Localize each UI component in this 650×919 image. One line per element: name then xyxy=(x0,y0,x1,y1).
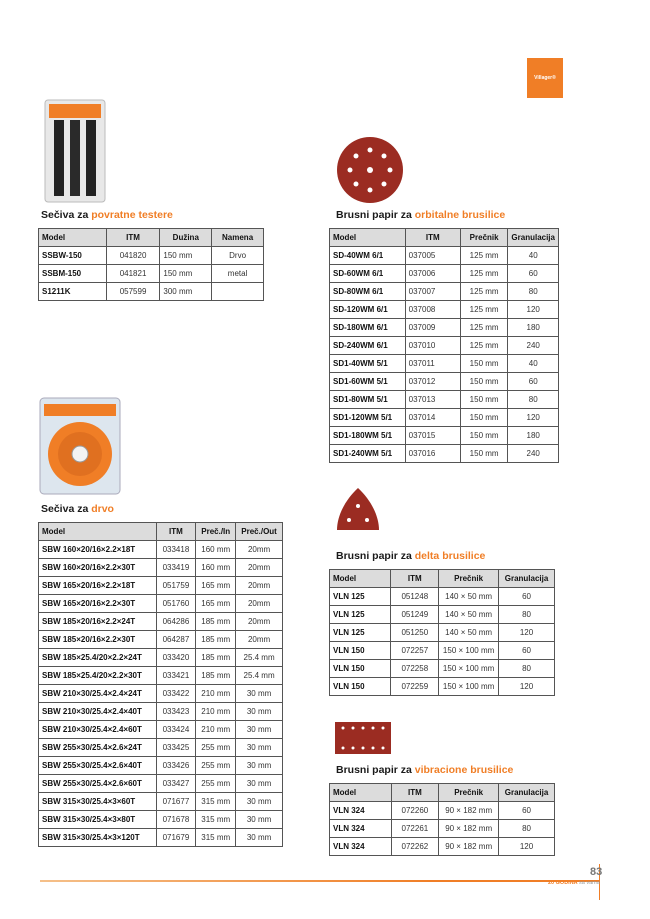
saw-blade-package-image xyxy=(40,98,110,204)
table-row xyxy=(330,391,559,409)
table-cell: 80 xyxy=(499,820,555,838)
table-cell: 033419 xyxy=(156,559,196,577)
table-cell: 160 mm xyxy=(196,541,236,559)
table-cell: 40 xyxy=(508,355,559,373)
model-cell: SBW 160×20/16×2.2×18T xyxy=(39,541,157,559)
model-cell: SD1-80WM 5/1 xyxy=(330,391,406,409)
table-row xyxy=(330,678,555,696)
table-cell: 033422 xyxy=(156,685,196,703)
table-cell: 315 mm xyxy=(196,829,236,847)
table-cell: 064287 xyxy=(156,631,196,649)
table-cell: 240 xyxy=(508,445,559,463)
column-header: Namena xyxy=(212,229,264,247)
table-cell: 20mm xyxy=(236,631,283,649)
model-cell: SBW 210×30/25.4×2.4×60T xyxy=(39,721,157,739)
table-cell: 185 mm xyxy=(196,649,236,667)
table-header-row xyxy=(39,523,283,541)
table-cell: 150 mm xyxy=(460,427,508,445)
table-cell: 150 mm xyxy=(160,265,212,283)
table-row xyxy=(39,631,283,649)
column-header: Preč./Out xyxy=(236,523,283,541)
table-cell: 120 xyxy=(499,678,555,696)
table-header-row xyxy=(330,784,555,802)
section-title-saw-blades xyxy=(41,209,173,221)
model-cell: SBW 315×30/25.4×3×80T xyxy=(39,811,157,829)
table-cell: 30 mm xyxy=(236,829,283,847)
table-row xyxy=(39,703,283,721)
table-cell: 30 mm xyxy=(236,739,283,757)
table-cell: 60 xyxy=(499,642,555,660)
table-cell: 30 mm xyxy=(236,775,283,793)
table-cell: 125 mm xyxy=(460,247,508,265)
model-cell: SBW 185×20/16×2.2×24T xyxy=(39,613,157,631)
table-cell: 160 mm xyxy=(196,559,236,577)
column-header: Model xyxy=(39,229,107,247)
column-header: ITM xyxy=(405,229,460,247)
model-cell: SD-60WM 6/1 xyxy=(330,265,406,283)
model-cell: SBW 255×30/25.4×2.6×40T xyxy=(39,757,157,775)
table-cell: 033426 xyxy=(156,757,196,775)
table-cell: 80 xyxy=(499,606,555,624)
brand-logo xyxy=(527,58,563,98)
table-cell: 072259 xyxy=(391,678,439,696)
table-row xyxy=(330,247,559,265)
table-cell: 071679 xyxy=(156,829,196,847)
table-row xyxy=(39,559,283,577)
table-cell: 240 xyxy=(508,337,559,355)
table-cell: 80 xyxy=(499,660,555,678)
table-cell: 033424 xyxy=(156,721,196,739)
table-cell: 120 xyxy=(499,838,555,856)
table-cell: 255 mm xyxy=(196,775,236,793)
model-cell: SBW 315×30/25.4×3×60T xyxy=(39,793,157,811)
table-cell: 051250 xyxy=(391,624,439,642)
page-number: 83 xyxy=(590,866,603,878)
table-cell: 150 mm xyxy=(460,391,508,409)
column-header: Prečnik xyxy=(439,784,499,802)
table-row xyxy=(330,409,559,427)
model-cell: SD1-180WM 5/1 xyxy=(330,427,406,445)
model-cell: SD1-40WM 5/1 xyxy=(330,355,406,373)
delta-table xyxy=(329,569,555,696)
title-accent: vibracione brusilice xyxy=(414,764,514,776)
table-row xyxy=(330,283,559,301)
table-row xyxy=(39,721,283,739)
title-accent: delta brusilice xyxy=(414,550,486,562)
table-row xyxy=(39,577,283,595)
table-cell: 140 × 50 mm xyxy=(439,588,499,606)
table-row xyxy=(39,775,283,793)
table-cell: 315 mm xyxy=(196,811,236,829)
model-cell: SSBM-150 xyxy=(39,265,107,283)
section-title-delta xyxy=(336,550,485,562)
table-cell: 150 × 100 mm xyxy=(439,642,499,660)
model-cell: SSBW-150 xyxy=(39,247,107,265)
table-row xyxy=(330,588,555,606)
table-row xyxy=(330,337,559,355)
table-cell: 072261 xyxy=(391,820,439,838)
table-cell: 037013 xyxy=(405,391,460,409)
table-cell xyxy=(212,283,264,301)
table-cell: 20mm xyxy=(236,595,283,613)
table-cell: 033425 xyxy=(156,739,196,757)
column-header: ITM xyxy=(391,570,439,588)
table-row xyxy=(39,283,264,301)
table-row xyxy=(330,265,559,283)
table-cell: 150 mm xyxy=(460,373,508,391)
table-cell: 80 xyxy=(508,283,559,301)
table-cell: 140 × 50 mm xyxy=(439,624,499,642)
column-header: Preč./In xyxy=(196,523,236,541)
model-cell: VLN 125 xyxy=(330,624,391,642)
title-text: Sečiva za xyxy=(41,503,92,515)
model-cell: S1211K xyxy=(39,283,107,301)
table-cell: 037015 xyxy=(405,427,460,445)
model-cell: VLN 150 xyxy=(330,678,391,696)
table-cell: 120 xyxy=(508,409,559,427)
table-cell: 30 mm xyxy=(236,811,283,829)
table-cell: 150 × 100 mm xyxy=(439,660,499,678)
table-header-row xyxy=(330,229,559,247)
model-cell: VLN 125 xyxy=(330,588,391,606)
column-header: Dužina xyxy=(160,229,212,247)
table-cell: 051248 xyxy=(391,588,439,606)
vibration-sandpaper-image xyxy=(333,718,393,758)
title-text: Brusni papir za xyxy=(336,764,415,776)
table-cell: 033423 xyxy=(156,703,196,721)
title-accent: povratne testere xyxy=(91,209,173,221)
table-cell: 180 xyxy=(508,319,559,337)
table-header-row xyxy=(330,570,555,588)
table-cell: 20mm xyxy=(236,541,283,559)
model-cell: SBW 185×20/16×2.2×30T xyxy=(39,631,157,649)
table-cell: 20mm xyxy=(236,559,283,577)
table-cell: 057599 xyxy=(106,283,160,301)
table-cell: 071677 xyxy=(156,793,196,811)
table-header-row xyxy=(39,229,264,247)
table-row xyxy=(39,265,264,283)
table-cell: 072258 xyxy=(391,660,439,678)
table-cell: 037016 xyxy=(405,445,460,463)
table-cell: 185 mm xyxy=(196,613,236,631)
table-cell: 30 mm xyxy=(236,757,283,775)
footer-line xyxy=(40,880,600,882)
table-cell: 051759 xyxy=(156,577,196,595)
circular-saw-blade-image xyxy=(38,396,122,496)
model-cell: VLN 324 xyxy=(330,838,392,856)
table-cell: 255 mm xyxy=(196,739,236,757)
model-cell: SBW 160×20/16×2.2×30T xyxy=(39,559,157,577)
table-cell: 120 xyxy=(499,624,555,642)
model-cell: VLN 150 xyxy=(330,660,391,678)
title-text: Brusni papir za xyxy=(336,550,415,562)
model-cell: SD1-240WM 5/1 xyxy=(330,445,406,463)
table-cell: 064286 xyxy=(156,613,196,631)
table-row xyxy=(330,802,555,820)
table-cell: 25.4 mm xyxy=(236,649,283,667)
table-cell: 30 mm xyxy=(236,685,283,703)
table-cell: 150 mm xyxy=(160,247,212,265)
column-header: Prečnik xyxy=(439,570,499,588)
table-cell: 60 xyxy=(508,373,559,391)
table-cell: 150 mm xyxy=(460,355,508,373)
title-text: Brusni papir za xyxy=(336,209,415,221)
table-cell: 125 mm xyxy=(460,283,508,301)
table-cell: 140 × 50 mm xyxy=(439,606,499,624)
model-cell: SBW 165×20/16×2.2×30T xyxy=(39,595,157,613)
table-cell: 071678 xyxy=(156,811,196,829)
table-cell: 40 xyxy=(508,247,559,265)
table-cell: 60 xyxy=(499,802,555,820)
table-cell: 60 xyxy=(508,265,559,283)
table-cell: 051249 xyxy=(391,606,439,624)
model-cell: VLN 150 xyxy=(330,642,391,660)
model-cell: SBW 185×25.4/20×2.2×30T xyxy=(39,667,157,685)
table-cell: 20mm xyxy=(236,577,283,595)
table-row xyxy=(39,739,283,757)
column-header: ITM xyxy=(156,523,196,541)
column-header: Granulacija xyxy=(499,570,555,588)
table-row xyxy=(330,427,559,445)
model-cell: SBW 165×20/16×2.2×18T xyxy=(39,577,157,595)
table-row xyxy=(330,319,559,337)
table-cell: 20mm xyxy=(236,613,283,631)
table-cell: 180 xyxy=(508,427,559,445)
table-cell: 255 mm xyxy=(196,757,236,775)
table-cell: 037010 xyxy=(405,337,460,355)
table-cell: 072260 xyxy=(391,802,439,820)
table-row xyxy=(39,649,283,667)
model-cell: SD-240WM 6/1 xyxy=(330,337,406,355)
column-header: Model xyxy=(39,523,157,541)
table-cell: 037012 xyxy=(405,373,460,391)
table-cell: 25.4 mm xyxy=(236,667,283,685)
model-cell: SD-80WM 6/1 xyxy=(330,283,406,301)
table-cell: 037009 xyxy=(405,319,460,337)
wood-blades-table xyxy=(38,522,283,847)
model-cell: SD-40WM 6/1 xyxy=(330,247,406,265)
table-row xyxy=(330,660,555,678)
model-cell: SD1-60WM 5/1 xyxy=(330,373,406,391)
model-cell: SBW 255×30/25.4×2.6×24T xyxy=(39,739,157,757)
table-cell: 185 mm xyxy=(196,667,236,685)
model-cell: SBW 185×25.4/20×2.2×24T xyxy=(39,649,157,667)
table-cell: 125 mm xyxy=(460,337,508,355)
orbital-sandpaper-disc-image xyxy=(332,136,410,204)
column-header: ITM xyxy=(106,229,160,247)
model-cell: SD-120WM 6/1 xyxy=(330,301,406,319)
table-cell: 210 mm xyxy=(196,721,236,739)
table-cell: 120 xyxy=(508,301,559,319)
column-header: ITM xyxy=(391,784,439,802)
table-cell: 90 × 182 mm xyxy=(439,838,499,856)
table-cell: 60 xyxy=(499,588,555,606)
column-header: Granulacija xyxy=(508,229,559,247)
logo-text: Villager® xyxy=(534,75,556,81)
table-cell: 30 mm xyxy=(236,721,283,739)
column-header: Granulacija xyxy=(499,784,555,802)
table-cell: 80 xyxy=(508,391,559,409)
model-cell: SBW 210×30/25.4×2.4×24T xyxy=(39,685,157,703)
model-cell: VLN 324 xyxy=(330,820,392,838)
model-cell: SBW 255×30/25.4×2.6×60T xyxy=(39,775,157,793)
section-title-vibration xyxy=(336,764,513,776)
vibration-table xyxy=(329,783,555,856)
anniversary-badge xyxy=(548,880,600,886)
saw-blades-table xyxy=(38,228,264,301)
table-cell: 051760 xyxy=(156,595,196,613)
column-header: Model xyxy=(330,570,391,588)
table-cell: 165 mm xyxy=(196,577,236,595)
table-cell: 150 × 100 mm xyxy=(439,678,499,696)
table-row xyxy=(39,829,283,847)
section-title-orbital xyxy=(336,209,505,221)
table-row xyxy=(39,757,283,775)
title-accent: orbitalne brusilice xyxy=(414,209,506,221)
table-row xyxy=(330,624,555,642)
table-cell: 30 mm xyxy=(236,703,283,721)
column-header: Model xyxy=(330,229,406,247)
table-cell: 125 mm xyxy=(460,301,508,319)
table-row xyxy=(39,247,264,265)
table-cell: 033427 xyxy=(156,775,196,793)
table-cell: 037005 xyxy=(405,247,460,265)
badge-sub: sa vama xyxy=(578,880,600,886)
table-cell: 033418 xyxy=(156,541,196,559)
table-cell: 037008 xyxy=(405,301,460,319)
table-row xyxy=(39,685,283,703)
model-cell: SBW 210×30/25.4×2.4×40T xyxy=(39,703,157,721)
delta-sandpaper-image xyxy=(333,486,383,536)
title-accent: drvo xyxy=(91,503,114,515)
table-row xyxy=(39,793,283,811)
table-row xyxy=(39,613,283,631)
table-cell: 125 mm xyxy=(460,319,508,337)
table-cell: 90 × 182 mm xyxy=(439,802,499,820)
table-row xyxy=(330,301,559,319)
table-cell: 315 mm xyxy=(196,793,236,811)
table-cell: Drvo xyxy=(212,247,264,265)
table-row xyxy=(330,606,555,624)
table-cell: 210 mm xyxy=(196,703,236,721)
table-cell: 300 mm xyxy=(160,283,212,301)
orbital-table xyxy=(329,228,559,463)
table-cell: 041820 xyxy=(106,247,160,265)
column-header: Model xyxy=(330,784,392,802)
model-cell: SD-180WM 6/1 xyxy=(330,319,406,337)
table-row xyxy=(330,445,559,463)
model-cell: SBW 315×30/25.4×3×120T xyxy=(39,829,157,847)
table-row xyxy=(330,838,555,856)
table-cell: 165 mm xyxy=(196,595,236,613)
table-row xyxy=(330,355,559,373)
table-row xyxy=(330,373,559,391)
table-cell: 037007 xyxy=(405,283,460,301)
table-row xyxy=(39,595,283,613)
table-cell: 90 × 182 mm xyxy=(439,820,499,838)
table-cell: 072257 xyxy=(391,642,439,660)
table-row xyxy=(39,667,283,685)
table-row xyxy=(39,811,283,829)
table-cell: 150 mm xyxy=(460,409,508,427)
table-row xyxy=(39,541,283,559)
column-header: Prečnik xyxy=(460,229,508,247)
table-row xyxy=(330,820,555,838)
table-cell: 033421 xyxy=(156,667,196,685)
badge-text: 20 GODINA xyxy=(548,880,578,886)
table-cell: 037014 xyxy=(405,409,460,427)
table-cell: 072262 xyxy=(391,838,439,856)
table-cell: 037006 xyxy=(405,265,460,283)
table-row xyxy=(330,642,555,660)
table-cell: 210 mm xyxy=(196,685,236,703)
table-cell: 041821 xyxy=(106,265,160,283)
model-cell: VLN 324 xyxy=(330,802,392,820)
title-text: Sečiva za xyxy=(41,209,92,221)
table-cell: 033420 xyxy=(156,649,196,667)
table-cell: 185 mm xyxy=(196,631,236,649)
table-cell: 037011 xyxy=(405,355,460,373)
table-cell: 30 mm xyxy=(236,793,283,811)
table-cell: 150 mm xyxy=(460,445,508,463)
table-cell: 125 mm xyxy=(460,265,508,283)
model-cell: SD1-120WM 5/1 xyxy=(330,409,406,427)
table-cell: metal xyxy=(212,265,264,283)
section-title-wood-blades xyxy=(41,503,114,515)
model-cell: VLN 125 xyxy=(330,606,391,624)
